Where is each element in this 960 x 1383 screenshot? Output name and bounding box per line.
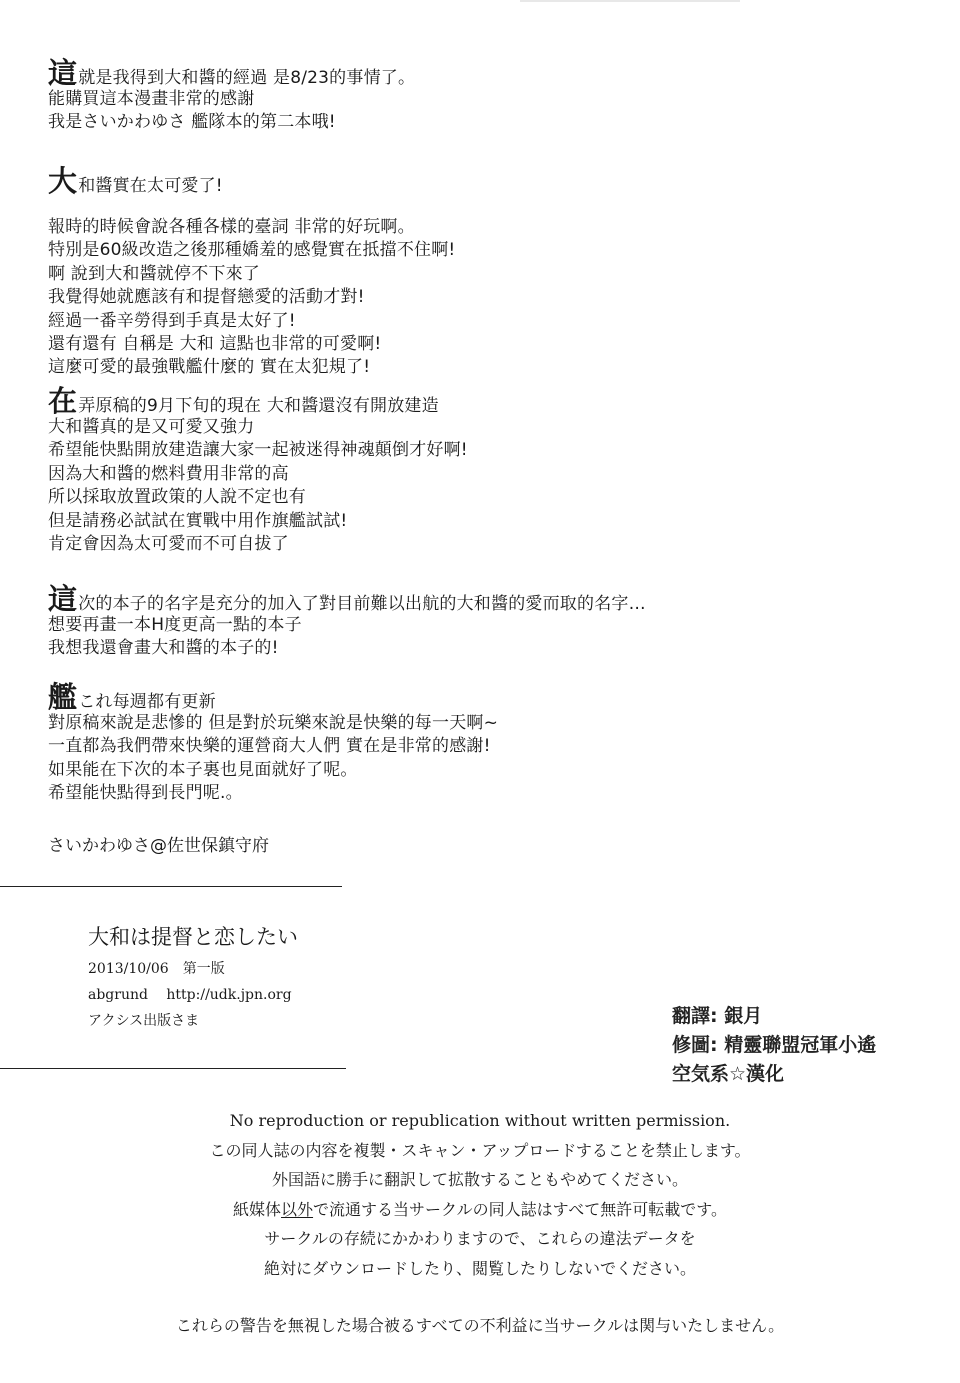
publication-date: 2013/10/06 第一版	[88, 961, 225, 977]
paragraph-line: 如果能在下次的本子裏也見面就好了呢。	[48, 759, 358, 780]
paragraph-line: 我想我還會畫大和醬的本子的!	[48, 638, 279, 659]
notice-line: 紙媒体以外で流通する当サークルの同人誌はすべて無許可転載です。	[233, 1199, 727, 1219]
paragraph-line: 特別是60級改造之後那種嬌羞的感覺實在抵擋不住啊!	[48, 240, 456, 261]
paragraph-line: 對原稿來說是悲慘的 但是對於玩樂來說是快樂的每一天啊~	[48, 713, 499, 733]
author-signature: さいかわゆさ@佐世保鎮守府	[48, 836, 269, 856]
afterword-paragraph-3	[48, 216, 928, 380]
credit-editor: 修圖: 精靈聯盟冠軍小遙	[672, 1034, 877, 1056]
paragraph-line: 肯定會因為太可愛而不可自拔了	[48, 533, 289, 554]
underlined-text: 以外	[281, 1199, 314, 1219]
drop-cap: 艦	[48, 680, 78, 714]
paragraph-line: 我覺得她就應該有和提督戀愛的活動才對!	[48, 287, 365, 308]
paragraph-line: 一直都為我們帶來快樂的運營商大人們 實在是非常的感謝!	[48, 736, 491, 757]
paragraph-line: 這就是我得到大和醬的經過 是8/23的事情了。	[48, 56, 416, 90]
afterword-paragraph-5	[48, 584, 928, 661]
colophon-bottom-rule	[0, 1068, 346, 1069]
paragraph-line: 大和醬實在太可愛了!	[48, 164, 223, 198]
notice-line: No reproduction or republication without written permission.	[229, 1111, 731, 1130]
colophon	[88, 922, 408, 1034]
paragraph-line: 這次的本子的名字是充分的加入了對目前難以出航的大和醬的愛而取的名字…	[48, 582, 646, 616]
paragraph-line: 因為大和醬的燃料費用非常的高	[48, 463, 289, 484]
paragraph-line: 大和醬真的是又可愛又強力	[48, 417, 255, 437]
paragraph-line: 能購買這本漫畫非常的感謝	[48, 89, 255, 109]
notice-line: 外国語に勝手に翻訳して拡散することもやめてください。	[271, 1170, 688, 1189]
paragraph-line: 艦これ每週都有更新	[48, 680, 216, 714]
paragraph-line: 報時的時候會說各種各樣的臺詞 非常的好玩啊。	[48, 217, 415, 237]
paragraph-line: 希望能快點開放建造讓大家一起被迷得神魂顛倒才好啊!	[48, 440, 468, 461]
paragraph-line: 希望能快點得到長門呢.。	[48, 783, 243, 804]
notice-line: 絶対にダウンロードしたり、閲覧したりしないでください。	[263, 1258, 696, 1278]
book-title: 大和は提督と恋したい	[88, 925, 298, 949]
afterword-paragraph-6	[48, 682, 928, 806]
scan-edge-mark	[520, 0, 740, 2]
drop-cap: 在	[48, 384, 78, 418]
notice-line: サークルの存続にかかわりますので、これらの違法データを	[264, 1229, 696, 1248]
paragraph-line: 所以採取放置政策的人說不定也有	[48, 487, 306, 508]
paragraph-line: 還有還有 自稱是 大和 這點也非常的可愛啊!	[48, 333, 382, 354]
paragraph-line: 經過一番辛勞得到手真是太好了!	[48, 310, 296, 331]
credit-group: 空気系☆漢化	[672, 1063, 785, 1085]
drop-cap: 這	[48, 582, 78, 616]
drop-cap: 這	[48, 56, 78, 90]
colophon-top-rule	[0, 886, 342, 887]
paragraph-line: 這麼可愛的最強戰艦什麼的 實在太犯規了!	[48, 357, 371, 378]
translation-credits	[672, 1002, 932, 1089]
notice-line: この同人誌の内容を複製・スキャン・アップロードすることを禁止します。	[209, 1140, 751, 1160]
notice-final-line: これらの警告を無視した場合被るすべての不利益に当サークルは関与いたしません。	[175, 1316, 785, 1335]
paragraph-line: 我是さいかわゆさ 艦隊本的第二本哦!	[48, 112, 336, 133]
paragraph-line: 但是請務必試試在實戰中用作旗艦試試!	[48, 510, 348, 531]
printer-name: アクシス出版さま	[88, 1013, 200, 1029]
afterword-paragraph-4	[48, 386, 928, 556]
paragraph-line: 在弄原稿的9月下旬的現在 大和醬還沒有開放建造	[48, 384, 439, 418]
circle-url: abgrund http://udk.jpn.org	[88, 987, 292, 1003]
paragraph-line: 啊 說到大和醬就停不下來了	[48, 263, 261, 284]
copyright-notice	[100, 1106, 860, 1341]
paragraph-line: 想要再畫一本H度更高一點的本子	[48, 615, 302, 635]
drop-cap: 大	[48, 164, 78, 198]
afterword-paragraph-1	[48, 58, 928, 135]
credit-translator: 翻譯: 銀月	[672, 1005, 763, 1027]
afterword-paragraph-2	[48, 166, 928, 196]
